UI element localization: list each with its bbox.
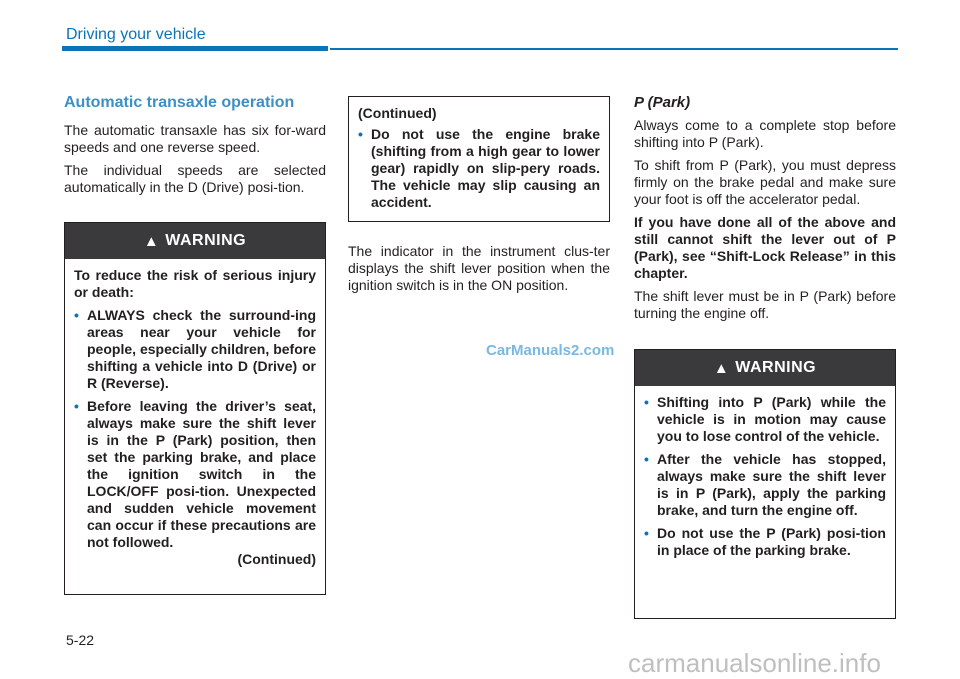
warning-triangle-icon: ▲ (143, 232, 160, 250)
indicator-text (348, 243, 610, 294)
warning-bullet: • Do not use the engine brake (shifting from a high gear to lower gear) rapidly on slip-pery roads. The vehicle may slip causing an accident. (358, 126, 600, 210)
bullet-dot-icon: • (74, 307, 79, 323)
bullet-dot-icon: • (74, 398, 79, 414)
park-heading: P (Park) (634, 94, 691, 111)
warning-bullet: • Do not use the P (Park) posi-tion in place of the parking brake. (644, 525, 886, 558)
park-text (634, 117, 896, 322)
bullet-dot-icon: • (644, 394, 649, 410)
bullet-dot-icon: • (644, 525, 649, 541)
continued-label: (Continued) (358, 105, 437, 121)
warning-title: WARNING (165, 232, 247, 249)
warning-header (635, 350, 895, 386)
section-title: Driving your vehicle (66, 26, 206, 43)
paragraph: The automatic transaxle has six for-ward speeds and one reverse speed. (64, 122, 326, 155)
warning-box (64, 222, 326, 595)
warning-bullet: • Shifting into P (Park) while the vehicle is in motion may cause you to lose control of the vehicle. (644, 394, 886, 444)
continued-label: (Continued) (237, 551, 316, 567)
page-number: 5-22 (66, 632, 95, 648)
paragraph: Always come to a complete stop before shifting into P (Park). (634, 117, 896, 150)
warning-intro: To reduce the risk of serious injury or death: (74, 267, 316, 300)
paragraph: The individual speeds are selected automatically in the D (Drive) posi-tion. (64, 162, 326, 195)
bullet-dot-icon: • (358, 126, 363, 142)
bullet-dot-icon: • (644, 451, 649, 467)
paragraph: The shift lever must be in P (Park) before turning the engine off. (634, 288, 896, 321)
footer-watermark: carmanualsonline.info (628, 648, 881, 678)
warning-header (65, 223, 325, 259)
section-heading: Automatic transaxle operation (64, 94, 295, 111)
paragraph: The indicator in the instrument clus-ter displays the shift lever position when the ignition switch is in the ON position. (348, 243, 610, 293)
continued-warning-box (348, 96, 610, 222)
warning-bullet: • Before leaving the driver’s seat, always make sure the shift lever is in the P (Park) position, then set the parking brake, and place the ignition switch in the LOCK/OFF posi-tion. Unexpected and sudden vehicle movement can occur if these precautions are not followed. (74, 398, 316, 550)
warning-bullet: • After the vehicle has stopped, always make sure the shift lever is in P (Park), apply the parking brake, and turn the engine off. (644, 451, 886, 518)
watermark-text: CarManuals2.com (486, 342, 615, 359)
header-rule-thick (62, 46, 328, 51)
warning-bullet: • ALWAYS check the surround-ing areas near your vehicle for people, especially children, before shifting a vehicle into D (Drive) or R (Reverse). (74, 307, 316, 391)
intro-text (64, 122, 326, 196)
warning-title: WARNING (735, 359, 817, 376)
warning-box (634, 349, 896, 619)
header-rule-thin (330, 48, 898, 50)
paragraph: If you have done all of the above and still cannot shift the lever out of P (Park), see “Shift-Lock Release” in this chapter. (634, 214, 896, 281)
warning-triangle-icon: ▲ (713, 359, 730, 377)
paragraph: To shift from P (Park), you must depress firmly on the brake pedal and make sure your foot is off the accelerator pedal. (634, 157, 896, 207)
